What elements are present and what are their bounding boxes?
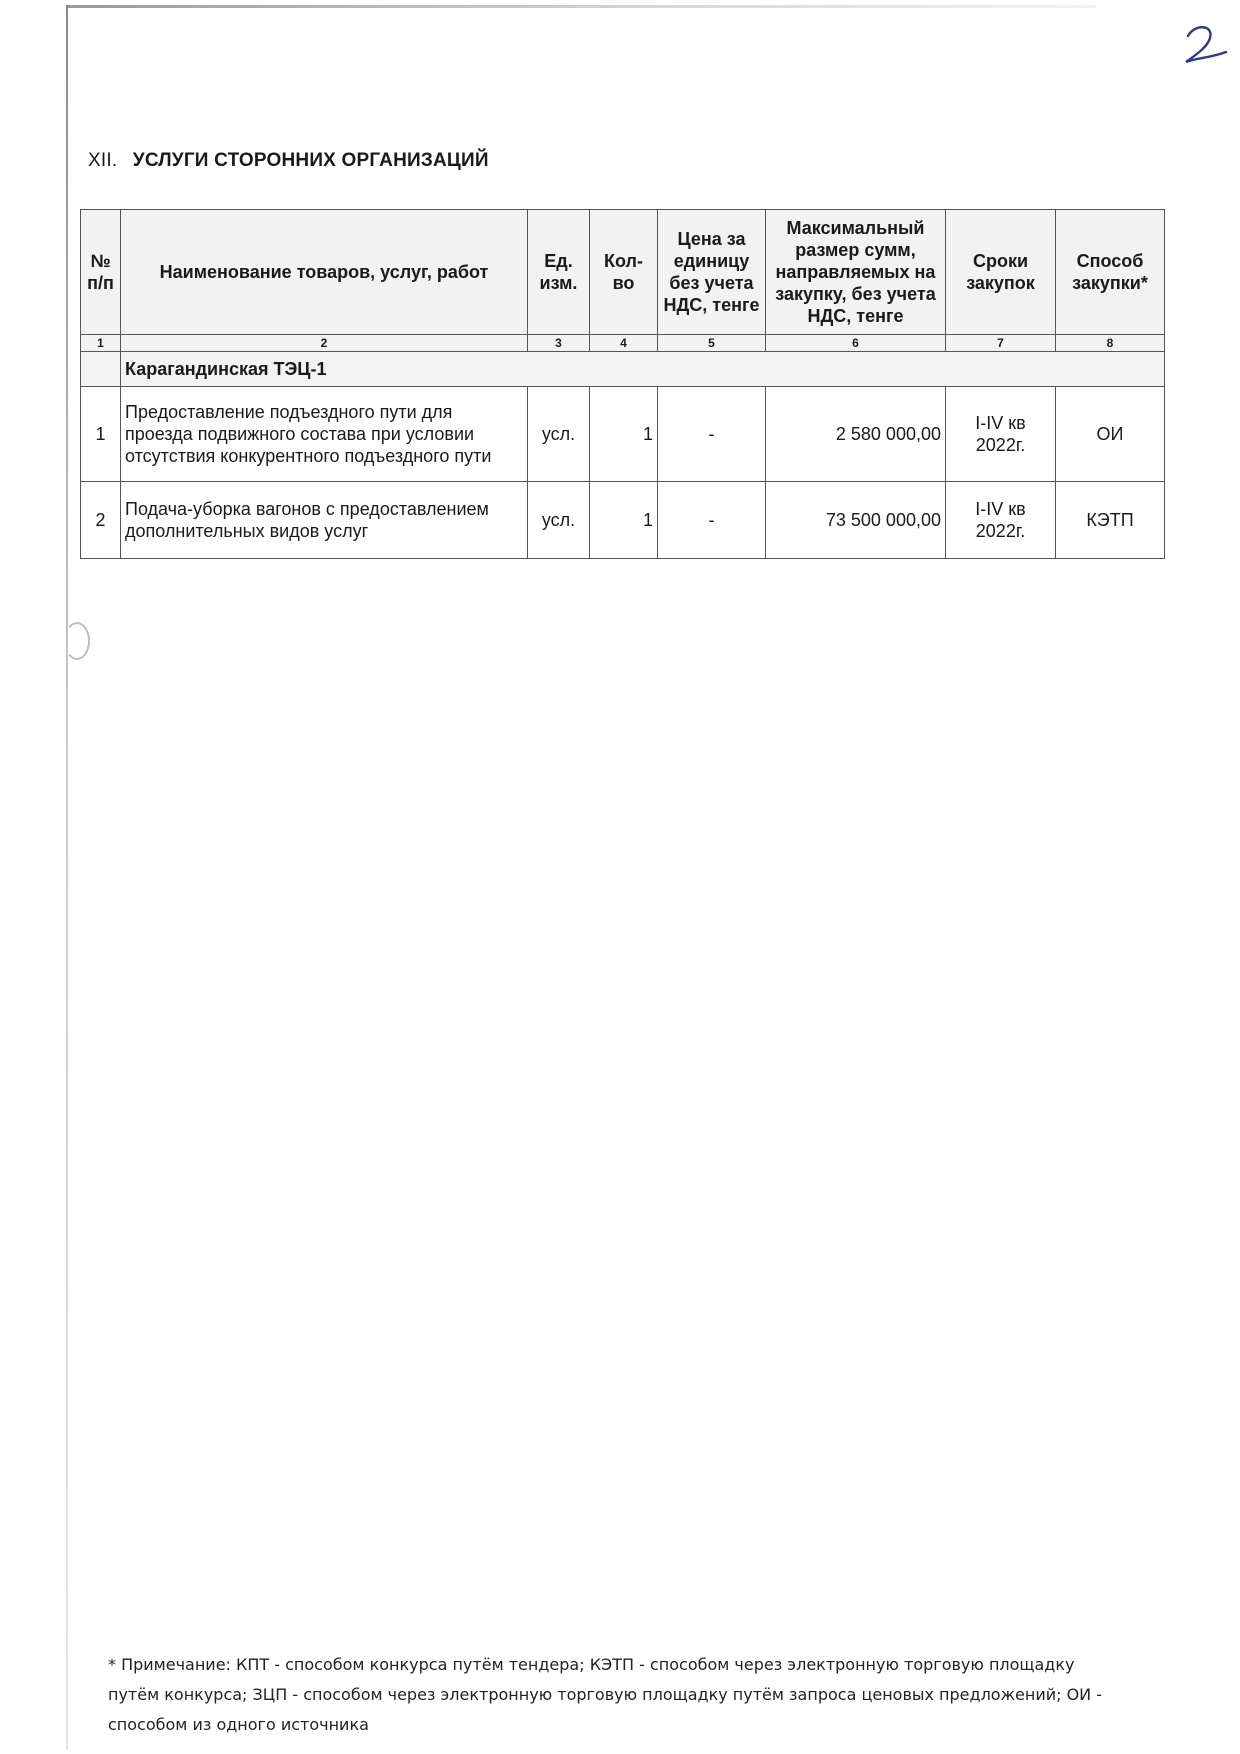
row-unit: усл. [528, 482, 590, 559]
header-method: Способ закупки* [1056, 210, 1165, 335]
header-price: Цена за единицу без учета НДС, тенге [658, 210, 766, 335]
handwritten-page-mark [1180, 22, 1232, 68]
row-method: ОИ [1056, 387, 1165, 482]
column-number: 5 [658, 335, 766, 352]
column-number: 7 [946, 335, 1056, 352]
header-amount: Максимальный размер сумм, направляемых на закупку, без учета НДС, тенге [766, 210, 946, 335]
row-qty: 1 [590, 387, 658, 482]
row-method: КЭТП [1056, 482, 1165, 559]
column-number-row [81, 335, 1165, 352]
header-name: Наименование товаров, услуг, работ [121, 210, 528, 335]
column-number: 6 [766, 335, 946, 352]
row-num: 2 [81, 482, 121, 559]
column-number: 1 [81, 335, 121, 352]
column-number: 3 [528, 335, 590, 352]
group-spacer-cell [81, 352, 121, 387]
section-title-text: УСЛУГИ СТОРОННИХ ОРГАНИЗАЦИЙ [132, 150, 489, 171]
header-unit: Ед. изм. [528, 210, 590, 335]
row-price: - [658, 482, 766, 559]
table-header-row [81, 210, 1165, 335]
section-title [88, 150, 489, 172]
table-row [81, 387, 1165, 482]
table-row [81, 482, 1165, 559]
header-num: № п/п [81, 210, 121, 335]
scan-edge-left [66, 5, 68, 1750]
header-qty: Кол-во [590, 210, 658, 335]
column-number: 2 [121, 335, 528, 352]
scan-edge-top [66, 5, 1096, 8]
services-table [80, 209, 1165, 559]
row-name: Подача-уборка вагонов с предоставлением дополнительных видов услуг [121, 482, 528, 559]
row-price: - [658, 387, 766, 482]
header-term: Сроки закупок [946, 210, 1056, 335]
row-num: 1 [81, 387, 121, 482]
group-name: Карагандинская ТЭЦ-1 [121, 352, 1165, 387]
punch-hole-mark [64, 622, 90, 660]
column-number: 8 [1056, 335, 1165, 352]
section-number: XII. [88, 150, 118, 171]
column-number: 4 [590, 335, 658, 352]
group-row [81, 352, 1165, 387]
row-term: I-IV кв 2022г. [946, 482, 1056, 559]
row-qty: 1 [590, 482, 658, 559]
row-name: Предоставление подъездного пути для проезда подвижного состава при условии отсутствия конкурентного подъездного пути [121, 387, 528, 482]
footnote: * Примечание: КПТ - способом конкурса путём тендера; КЭТП - способом через электронную торговую площадку путём конкурса; ЗЦП - способом через электронную торговую площадку путём запроса ценовых предложений; ОИ - способом из одного источника [108, 1655, 1103, 1734]
row-term: I-IV кв 2022г. [946, 387, 1056, 482]
row-unit: усл. [528, 387, 590, 482]
row-amount: 73 500 000,00 [766, 482, 946, 559]
row-amount: 2 580 000,00 [766, 387, 946, 482]
